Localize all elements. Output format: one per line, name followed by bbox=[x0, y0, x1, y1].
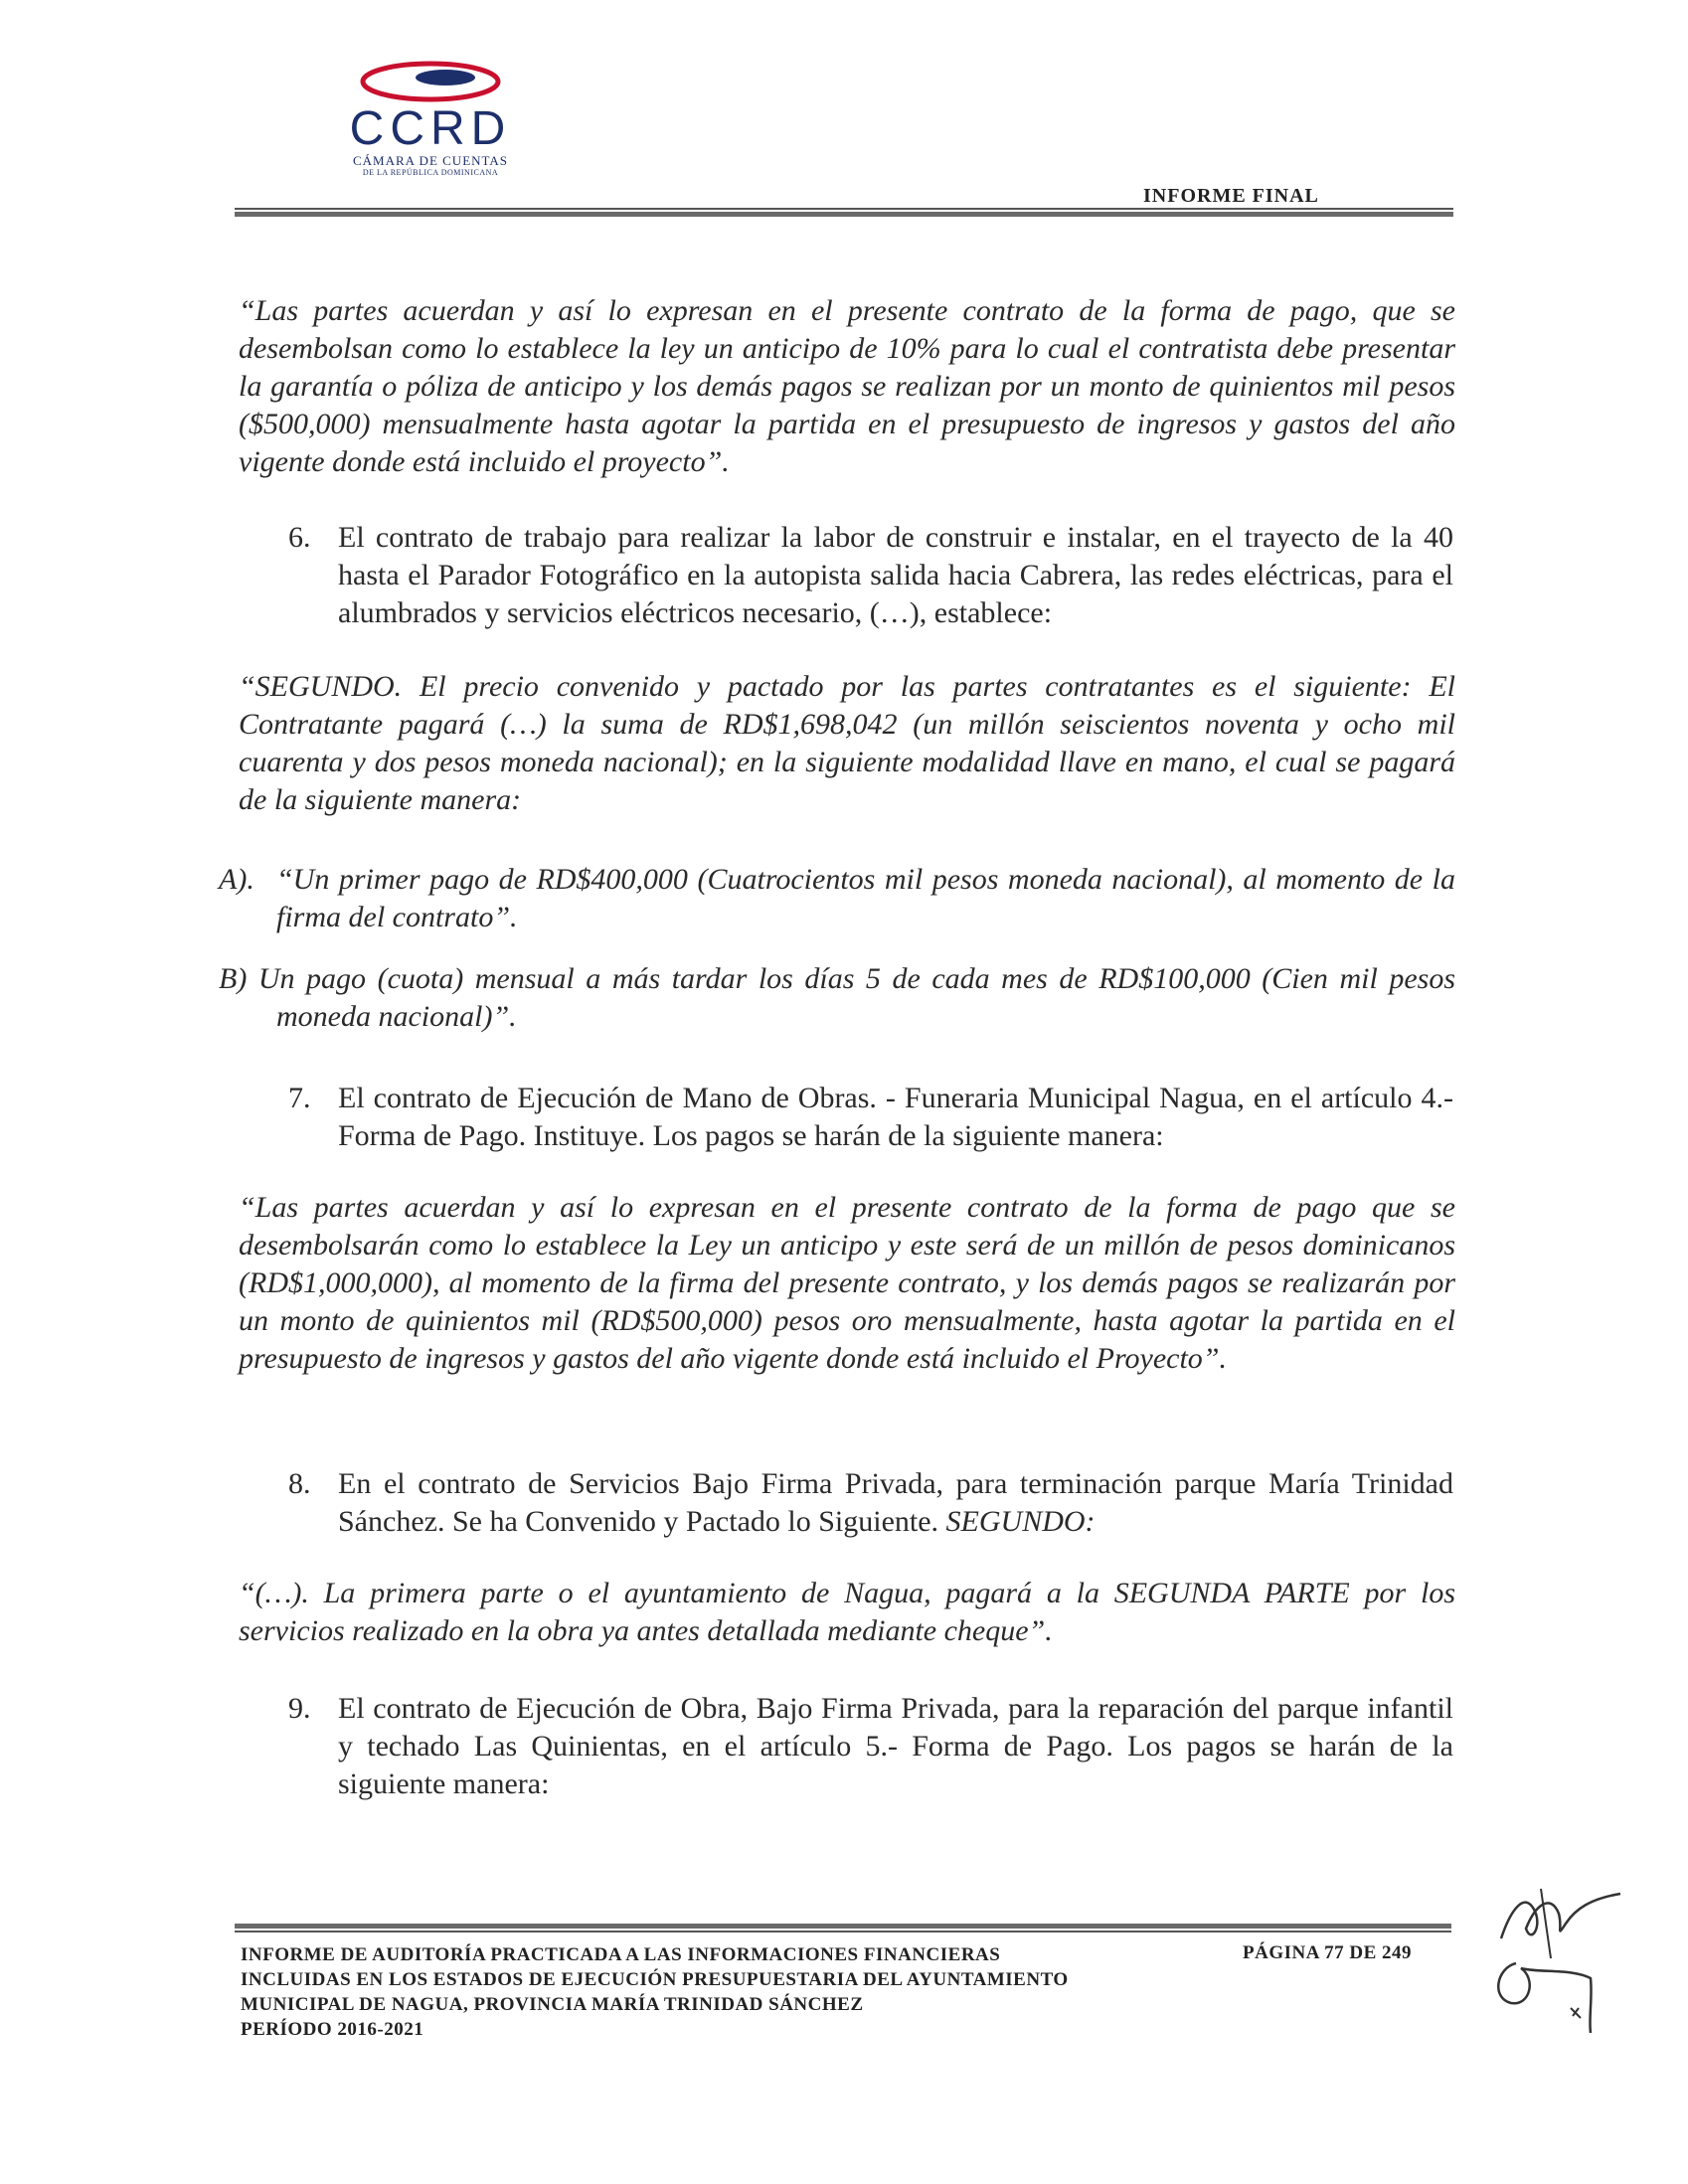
header-rule bbox=[235, 208, 1453, 210]
item-8-text-italic: SEGUNDO: bbox=[945, 1505, 1096, 1538]
quote-funeraria: “Las partes acuerdan y así lo expresan en el presente contrato de la forma de pago que se desembolsarán como lo establece la Ley un anticipo y este será de un millón de pesos dominicanos (RD$1,000,000), al momento de la firma del presente contrato, y los demás pagos se realizarán por un monto de quinientos mil (RD$500,000) pesos oro mensualmente, hasta agotar la partida en el presupuesto de ingresos y gastos del año vigente donde está incluido el Proyecto”. bbox=[239, 1191, 1455, 1375]
footer-rule bbox=[235, 1931, 1451, 1932]
item-b-text: B) Un pago (cuota) mensual a más tardar los días 5 de cada mes de RD$100,000 (Cien mil pesos moneda nacional)”. bbox=[219, 962, 1455, 1033]
footer-line: INFORME DE AUDITORÍA PRACTICADA A LAS INFORMACIONES FINANCIERAS bbox=[241, 1944, 1001, 1965]
quote-parque: “(…). La primera parte o el ayuntamiento de Nagua, pagará a la SEGUNDA PARTE por los servicios realizado en la obra ya antes detallada mediante cheque”. bbox=[239, 1577, 1455, 1647]
item-6-number: 6. bbox=[288, 521, 311, 554]
header-title: INFORME FINAL bbox=[1143, 185, 1319, 207]
item-7-number: 7. bbox=[288, 1082, 311, 1114]
item-8-text-main: En el contrato de Servicios Bajo Firma Privada, para terminación parque María Trinidad Sánchez. Se ha Convenido y Pactado lo Siguiente. bbox=[338, 1467, 1453, 1538]
item-9-number: 9. bbox=[288, 1692, 311, 1725]
footer-line: PERÍODO 2016-2021 bbox=[241, 2019, 424, 2040]
footer-line: INCLUIDAS EN LOS ESTADOS DE EJECUCIÓN PRESUPUESTARIA DEL AYUNTAMIENTO bbox=[241, 1969, 1069, 1990]
header-rule-thick bbox=[235, 212, 1453, 217]
item-a-label: A). bbox=[219, 863, 254, 896]
quote-segundo: “SEGUNDO. El precio convenido y pactado por las partes contratantes es el siguiente: El Contratante pagará (…) la suma de RD$1,698,042 (un millón seiscientos noventa y ocho mil cuarenta y dos pesos moneda nacional); en la siguiente modalidad llave en mano, el cual se pagará de la siguiente manera: bbox=[239, 670, 1455, 816]
logo-subtitle: CÁMARA DE CUENTAS bbox=[352, 153, 509, 168]
logo-subtitle-2: DE LA REPÚBLICA DOMINICANA bbox=[362, 168, 499, 177]
footer-rule-thick bbox=[235, 1924, 1451, 1929]
logo-name: CCRD bbox=[349, 102, 512, 155]
ccrd-logo bbox=[316, 58, 545, 177]
item-7-text: El contrato de Ejecución de Mano de Obras. - Funeraria Municipal Nagua, en el artículo 4.- Forma de Pago. Instituye. Los pagos se harán de la siguiente manera: bbox=[338, 1082, 1453, 1152]
item-a-text: “Un primer pago de RD$400,000 (Cuatrocientos mil pesos moneda nacional), al momento de la firma del contrato”. bbox=[276, 863, 1455, 933]
item-6-text: El contrato de trabajo para realizar la labor de construir e instalar, en el trayecto de la 40 hasta el Parador Fotográfico en la autopista salida hacia Cabrera, las redes eléctricas, para el alumbrados y servicios eléctricos necesario, (…), establece: bbox=[338, 521, 1453, 629]
footer-line: MUNICIPAL DE NAGUA, PROVINCIA MARÍA TRINIDAD SÁNCHEZ bbox=[241, 1994, 864, 2015]
footer-report-title bbox=[241, 1942, 1235, 2042]
item-8-number: 8. bbox=[288, 1467, 311, 1500]
handwritten-signature bbox=[1481, 1869, 1630, 2038]
quote-payment-terms: “Las partes acuerdan y así lo expresan en el presente contrato de la forma de pago, que se desembolsan como lo establece la ley un anticipo de 10% para lo cual el contratista debe presentar la garantía o póliza de anticipo y los demás pagos se realizan por un monto de quinientos mil pesos ($500,000) mensualmente hasta agotar la partida en el presupuesto de ingresos y gastos del año vigente donde está incluido el proyecto”. bbox=[239, 294, 1455, 478]
page-number: PÁGINA 77 DE 249 bbox=[1243, 1942, 1413, 1963]
item-9-text: El contrato de Ejecución de Obra, Bajo Firma Privada, para la reparación del parque infantil y techado Las Quinientas, en el artículo 5.- Forma de Pago. Los pagos se harán de la siguiente manera: bbox=[338, 1692, 1453, 1800]
logo-emblem-icon bbox=[356, 58, 505, 107]
item-8-text bbox=[338, 1465, 1453, 1541]
